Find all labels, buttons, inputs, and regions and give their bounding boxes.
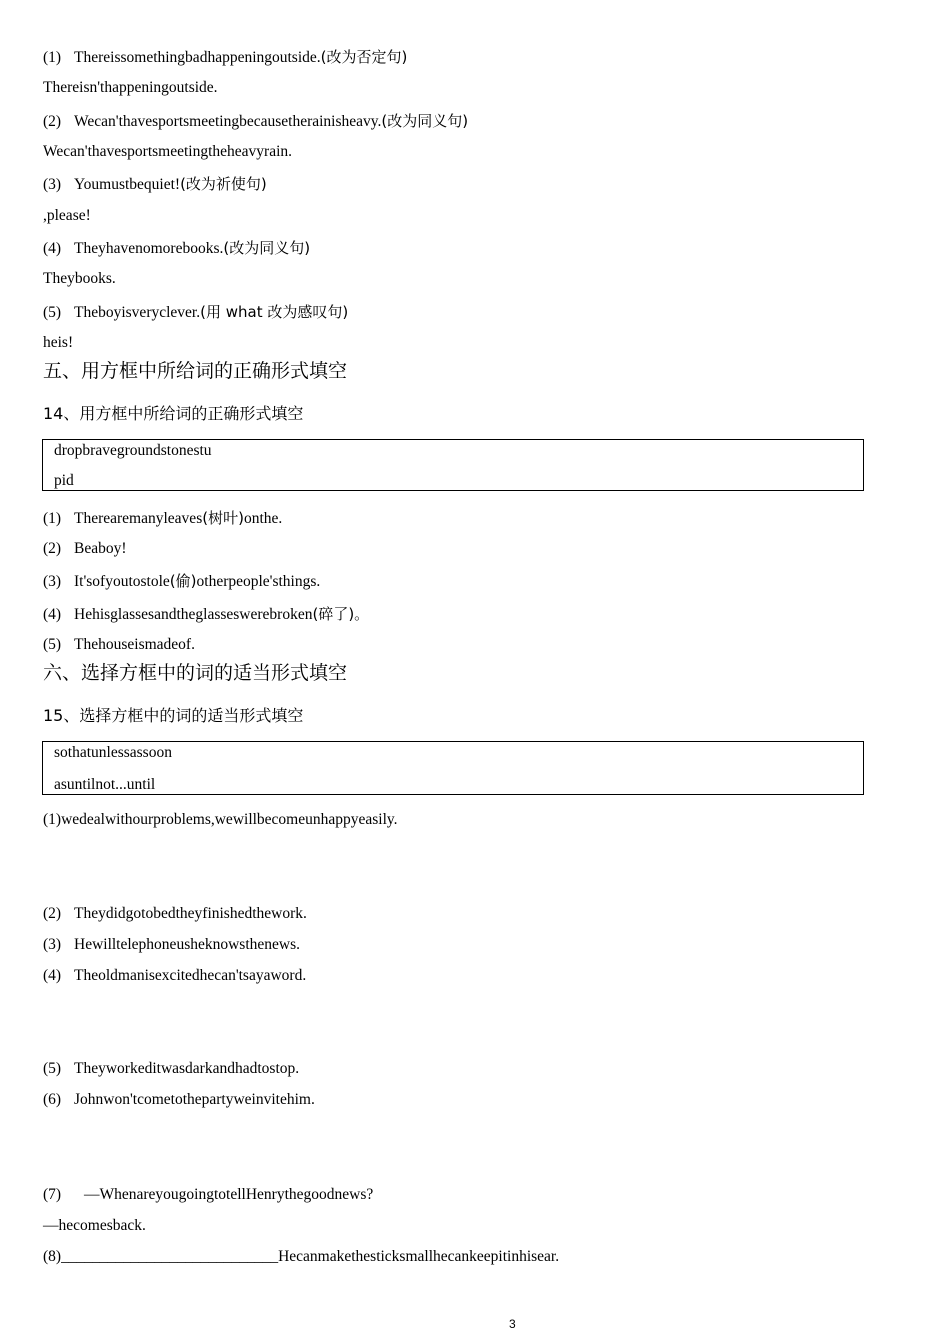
item-text: Theyworkeditwasdarkandhadtostop.	[74, 1060, 300, 1077]
item-text: Therearemanyleaves	[74, 510, 203, 527]
item-note: (偷)	[169, 572, 197, 590]
item-number: (3)	[43, 573, 62, 590]
item-note: (改为同义句)	[223, 239, 311, 257]
item-text: Hehisglassesandtheglasseswerebroken	[74, 606, 313, 623]
s4-answer-3: ,please!	[43, 207, 91, 224]
item-text: Wecan'thavesportsmeetingbecausetherainisheavy.	[74, 113, 382, 130]
item-text: Hecanmakethesticksmallhecankeepitinhisear.	[278, 1248, 560, 1265]
item-number: (2)	[43, 905, 62, 922]
item-number: (8)	[43, 1248, 62, 1265]
answer-blank: ____________________________	[61, 1248, 279, 1265]
item-number: (1)	[43, 510, 62, 527]
item-number: (7)	[43, 1186, 62, 1203]
s5-item-5	[43, 635, 195, 655]
item-note: (碎了)。	[312, 605, 370, 623]
s6-item-4	[43, 966, 306, 986]
s6-item-7	[43, 1185, 373, 1205]
page-number: 3	[509, 1317, 516, 1331]
question-14-title: 14、用方框中所给词的正确形式填空	[43, 404, 304, 423]
s6-item-3	[43, 935, 300, 955]
s4-answer-2: Wecan'thavesportsmeetingtheheavyrain.	[43, 143, 293, 160]
item-tail: onthe.	[243, 510, 283, 527]
s6-item-8	[43, 1247, 559, 1267]
item-text: Youmustbequiet!	[74, 176, 181, 193]
item-note: (改为同义句)	[381, 112, 469, 130]
item-text: Thereissomethingbadhappeningoutside.	[74, 49, 321, 66]
s6-item-1: (1)wedealwithourproblems,wewillbecomeunhappyeasily.	[43, 811, 398, 828]
item-text: Theboyisveryclever.	[74, 304, 201, 321]
item-text: Beaboy!	[74, 540, 127, 557]
word-box-line: dropbravegroundstonestu	[54, 442, 212, 459]
item-number: (1)	[43, 49, 62, 66]
item-number: (5)	[43, 1060, 62, 1077]
item-text: —WhenareyougoingtotellHenrythegoodnews?	[84, 1186, 374, 1203]
word-box-line: asuntilnot...until	[54, 776, 156, 793]
item-number: (6)	[43, 1091, 62, 1108]
s5-item-2	[43, 539, 127, 559]
item-text: Theydidgotobedtheyfinishedthework.	[74, 905, 307, 922]
item-text: Theoldmanisexcitedhecan'tsayaword.	[74, 967, 307, 984]
item-text: Theyhavenomorebooks.	[74, 240, 224, 257]
item-number: (4)	[43, 967, 62, 984]
word-box-14	[42, 439, 864, 491]
item-number: (5)	[43, 304, 62, 321]
s6-item-2	[43, 904, 307, 924]
s4-answer-1: Thereisn'thappeningoutside.	[43, 79, 218, 96]
item-number: (4)	[43, 240, 62, 257]
item-text: It'sofyoutostole	[74, 573, 170, 590]
item-number: (4)	[43, 606, 62, 623]
s5-item-4	[43, 604, 369, 625]
item-number: (3)	[43, 176, 62, 193]
s4-item-2	[43, 111, 468, 132]
item-note: (树叶)	[202, 509, 244, 527]
word-box-15	[42, 741, 864, 795]
s6-answer-7: —hecomesback.	[43, 1217, 146, 1234]
s6-item-5	[43, 1059, 299, 1079]
section-5-heading: 五、用方框中所给词的正确形式填空	[43, 360, 348, 382]
item-number: (3)	[43, 936, 62, 953]
word-box-line: sothatunlessassoon	[54, 744, 172, 761]
item-tail: otherpeople'sthings.	[196, 573, 321, 590]
s4-item-4	[43, 238, 310, 259]
item-number: (2)	[43, 540, 62, 557]
s4-answer-5: heis!	[43, 334, 74, 351]
item-note: (改为否定句)	[320, 48, 408, 66]
item-note: (改为祈使句)	[180, 175, 267, 193]
item-number: (2)	[43, 113, 62, 130]
item-text: Hewilltelephoneusheknowsthenews.	[74, 936, 300, 953]
s5-item-1	[43, 508, 282, 529]
s4-item-1	[43, 47, 407, 68]
item-number: (5)	[43, 636, 62, 653]
word-box-line: pid	[54, 472, 74, 489]
s4-item-5	[43, 302, 348, 323]
s4-item-3	[43, 174, 267, 195]
s6-item-6	[43, 1090, 315, 1110]
item-text: Johnwon'tcometothepartyweinvitehim.	[74, 1091, 315, 1108]
item-text: Thehouseismadeof.	[74, 636, 195, 653]
section-6-heading: 六、选择方框中的词的适当形式填空	[43, 662, 348, 684]
item-note: (用 what 改为感叹句)	[200, 303, 349, 321]
s4-answer-4: Theybooks.	[43, 270, 116, 287]
s5-item-3	[43, 571, 320, 592]
question-15-title: 15、选择方框中的词的适当形式填空	[43, 706, 304, 725]
